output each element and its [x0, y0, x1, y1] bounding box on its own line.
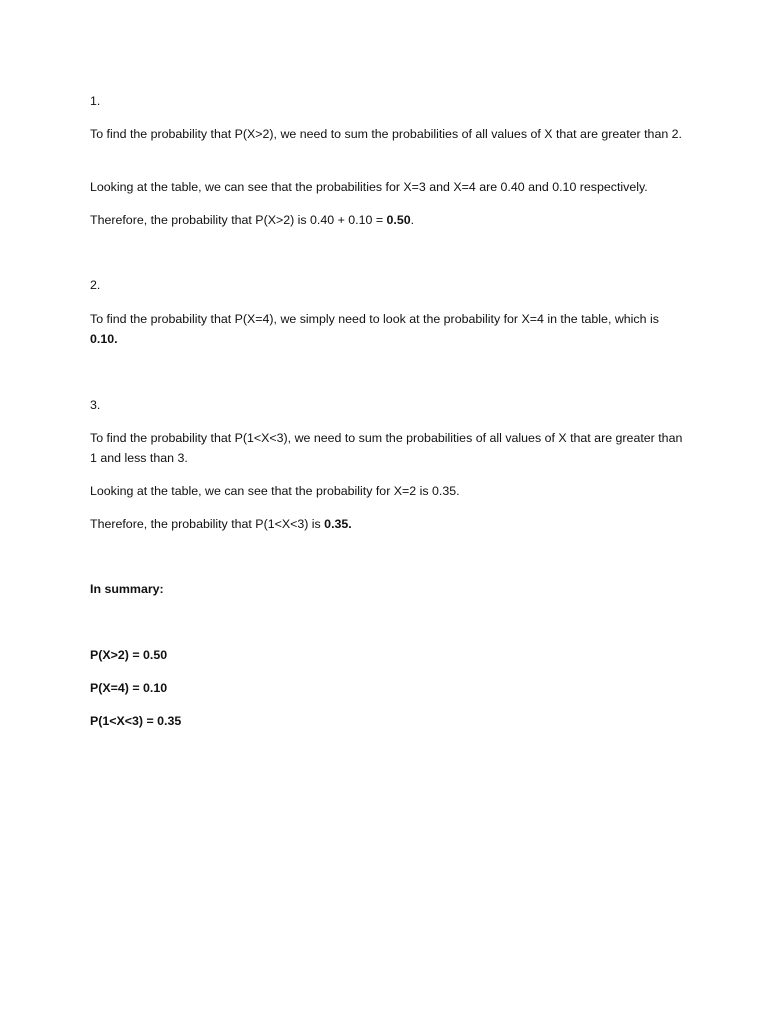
section-1-conclusion — [90, 211, 686, 231]
section-3-number: 3. — [90, 398, 101, 412]
summary-line-1: P(X>2) = 0.50 — [90, 648, 168, 662]
section-3-table-note: Looking at the table, we can see that the probability for X=2 is 0.35. — [90, 484, 460, 498]
section-2-number: 2. — [90, 278, 101, 292]
section-3-answer: 0.35. — [324, 517, 352, 531]
summary-heading: In summary: — [90, 582, 164, 596]
section-3-conclusion — [90, 515, 686, 535]
section-2-intro-text: To find the probability that P(X=4), we simply need to look at the probability for X=4 in the table, which is — [90, 312, 659, 326]
summary-line-3: P(1<X<3) = 0.35 — [90, 714, 182, 728]
section-1-number: 1. — [90, 94, 101, 108]
section-1-conclusion-text: Therefore, the probability that P(X>2) is 0.40 + 0.10 = — [90, 213, 387, 227]
section-1-conclusion-period: . — [410, 213, 415, 227]
section-3-conclusion-text: Therefore, the probability that P(1<X<3) is — [90, 517, 325, 531]
section-2-answer: 0.10. — [90, 331, 118, 346]
section-2-intro — [90, 310, 686, 349]
section-1-intro: To find the probability that P(X>2), we need to sum the probabilities of all values of X that are greater than 2. — [90, 127, 682, 141]
section-1-table-note: Looking at the table, we can see that the probabilities for X=3 and X=4 are 0.40 and 0.10 respectively. — [90, 180, 648, 194]
section-1-answer: 0.50 — [386, 213, 411, 227]
section-3-intro: To find the probability that P(1<X<3), we need to sum the probabilities of all values of X that are greater than 1 and less than 3. — [90, 431, 683, 465]
summary-line-2: P(X=4) = 0.10 — [90, 681, 168, 695]
